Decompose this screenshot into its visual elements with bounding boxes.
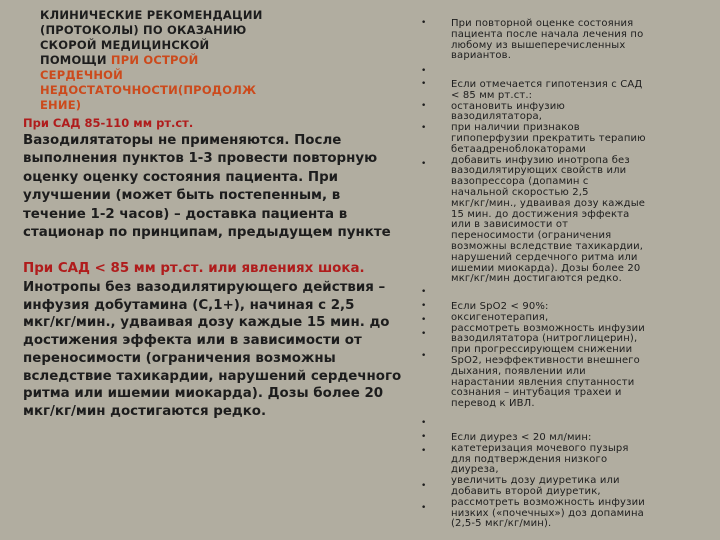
section2-line: вследствие тахикардии, нарушений сердечного [23, 368, 402, 384]
right-text-line: мкг/кг/мин., удваивая дозу каждые [451, 197, 646, 209]
section1-body [23, 132, 393, 242]
section1-line: оценку оценку состояния пациента. При [23, 169, 339, 185]
right-text-line: переносимости (ограничения [451, 230, 612, 242]
section1-line: течение 1-2 часов) – доставка пациента в [23, 206, 348, 222]
bullet-icon: • [421, 481, 427, 491]
section2-body [23, 279, 403, 421]
right-text-line: пациента после начала лечения по [451, 28, 644, 40]
section2-line: Инотропы без вазодилятирующего действия – [23, 280, 386, 295]
section1-line: стационар по принципам, предыдущем пункте [23, 225, 391, 241]
title-line: КЛИНИЧЕСКИЕ РЕКОМЕНДАЦИИ [40, 8, 263, 22]
right-text-line: гипоперфузии прекратить терапию [451, 132, 646, 144]
bullet-icon: • [421, 123, 427, 133]
right-text-line: мкг/кг/мин достигаются редко. [451, 273, 622, 285]
section2-line: ритма или ишемии миокарда). Дозы более 20 [23, 386, 384, 402]
section2-line: мкг/кг/мин достигаются редко. [23, 403, 267, 419]
title-line: ЕНИЕ) [40, 98, 82, 112]
bullet-icon: • [421, 79, 427, 89]
right-text-block3 [451, 302, 713, 410]
right-text-line: диуреза, [451, 464, 499, 476]
right-text-block2 [451, 80, 713, 285]
right-text-block1 [451, 19, 713, 62]
section1-heading: При САД 85-110 мм рт.ст. [23, 116, 194, 130]
right-text-line: для подтверждения низкого [451, 453, 608, 465]
bullet-icon: • [421, 18, 427, 28]
right-text-line: нарушений сердечного ритма или [451, 251, 638, 263]
right-text-line: увеличить дозу диуретика или [451, 475, 620, 487]
right-text-line: или в зависимости от [451, 219, 569, 231]
title-text: ПОМОЩИ [40, 53, 111, 67]
slide-title [40, 8, 290, 113]
right-text-line: при наличии признаков [451, 122, 580, 134]
right-text-line: остановить инфузию [451, 100, 565, 112]
right-text-line: начальной скоростью 2,5 [451, 186, 589, 198]
right-text-line: добавить второй диуретик, [451, 485, 601, 497]
right-text-line: оксигенотерапия, [451, 311, 549, 323]
right-text-line: катетеризация мочевого пузыря [451, 442, 629, 454]
title-line: НЕДОСТАТОЧНОСТИ(ПРОДОЛЖ [40, 83, 257, 97]
bullet-icon: • [421, 315, 427, 325]
right-text-line: при прогрессирующем снижении [451, 344, 633, 356]
title-line: (ПРОТОКОЛЫ) ПО ОКАЗАНИЮ [40, 23, 247, 37]
right-text-line: перевод к ИВЛ. [451, 398, 535, 410]
right-text-line: При повторной оценке состояния [451, 18, 634, 29]
right-text-line: < 85 мм рт.ст.: [451, 89, 533, 101]
right-text-line: вазодилятатора (нитроглицерин), [451, 333, 638, 345]
bullet-icon: • [421, 351, 427, 361]
section2-heading: При САД < 85 мм рт.ст. или явлениях шока. [23, 261, 365, 276]
right-text-line: рассмотреть возможность инфузии [451, 496, 645, 508]
section2-line: инфузия добутамина (С,1+), начиная с 2,5 [23, 297, 355, 313]
bullet-icon: • [421, 503, 427, 513]
right-text-line: (2,5-5 мкг/кг/мин). [451, 518, 552, 530]
right-text-line: низких («почечных») доз допамина [451, 507, 644, 519]
right-text-line: ишемии миокарда). Дозы более 20 [451, 262, 641, 274]
section2-line: мкг/кг/мин., удваивая дозу каждые 15 мин. до [23, 315, 390, 331]
bullet-icon: • [421, 287, 427, 297]
right-text-line: Если SpO2 < 90%: [451, 301, 549, 312]
bullet-icon: • [421, 66, 427, 76]
section1-line: улучшении (может быть постепенным, в [23, 188, 341, 204]
bullet-icon: • [421, 159, 427, 169]
bullet-icon: • [421, 418, 427, 428]
bullet-icon: • [421, 432, 427, 442]
right-text-line: бетаадреноблокаторами [451, 143, 586, 155]
right-text-line: Если отмечается гипотензия с САД [451, 79, 643, 90]
right-text-line: сознания – интубация трахеи и [451, 387, 622, 399]
right-text-line: Если диурез < 20 мл/мин: [451, 432, 592, 443]
right-text-line: вариантов. [451, 50, 512, 62]
right-text-line: нарастании явления спутанности [451, 376, 635, 388]
title-line: СЕРДЕЧНОЙ [40, 68, 123, 82]
title-line: СКОРОЙ МЕДИЦИНСКОЙ [40, 38, 210, 52]
bullet-icon: • [421, 101, 427, 111]
section1-line: выполнения пунктов 1-3 провести повторную [23, 151, 378, 167]
section2-line: переносимости (ограничения возможны [23, 350, 336, 366]
bullet-icon: • [421, 329, 427, 339]
section1-line: Вазодилятаторы не применяются. После [23, 133, 342, 148]
right-text-block4 [451, 433, 713, 530]
right-text-line: вазопрессора (допамин с [451, 176, 589, 188]
right-text-line: рассмотреть возможность инфузии [451, 322, 645, 334]
right-text-line: 15 мин. до достижения эффекта [451, 208, 630, 220]
title-line [40, 53, 290, 68]
right-text-line: вазодилятатора, [451, 111, 543, 123]
right-text-line: возможны вследствие тахикардии, [451, 240, 644, 252]
right-text-line: дыхания, появлении или [451, 365, 586, 377]
bullet-icon: • [421, 446, 427, 456]
right-text-line: SpO2, неэффективности внешнего [451, 354, 640, 366]
section2-line: достижения эффекта или в зависимости от [23, 333, 362, 349]
right-text-line: вазодилятирующих свойств или [451, 165, 627, 177]
right-text-line: любому из вышеперечисленных [451, 39, 626, 51]
bullet-icon: • [421, 301, 427, 311]
right-text-line: добавить инфузию инотропа без [451, 154, 630, 166]
title-accent-text: ПРИ ОСТРОЙ [110, 53, 199, 67]
